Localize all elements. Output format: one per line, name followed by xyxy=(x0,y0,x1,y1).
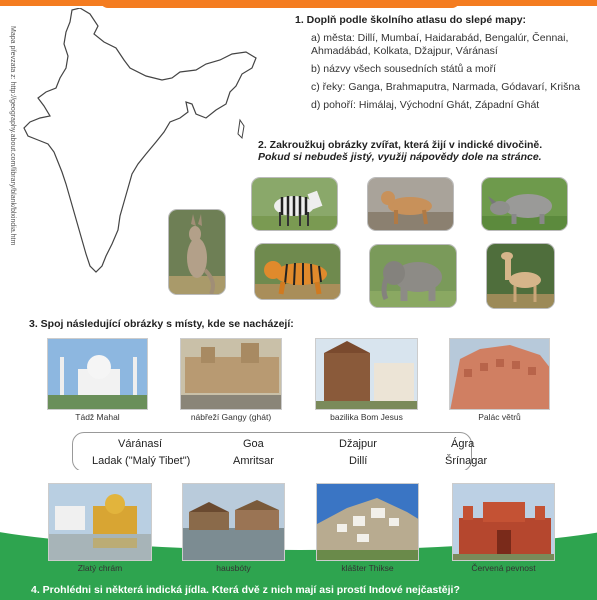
map-credit-container xyxy=(6,26,16,276)
place-card-red-fort[interactable] xyxy=(452,483,555,573)
place-name-amritsar[interactable]: Amritsar xyxy=(233,455,274,467)
elephant-photo[interactable] xyxy=(369,244,457,308)
task1-title: 1. Doplň podle školního atlasu do slepé mapy: xyxy=(295,14,527,26)
place-card-taj-mahal[interactable] xyxy=(47,338,148,422)
hawa-mahal-image xyxy=(450,339,550,410)
houseboats-image xyxy=(183,484,285,561)
map-credit-text: Mapa převzata z: http://geography.about.com/library/blank/blxindia.htm xyxy=(9,26,16,246)
place-caption-hawa-mahal: Palác větrů xyxy=(478,412,521,422)
place-name-srinagar[interactable]: Šrínagar xyxy=(445,455,488,467)
place-card-bom-jesus[interactable] xyxy=(315,338,418,422)
orange-header-tab xyxy=(100,0,460,8)
place-name-varanasi[interactable]: Váránasí xyxy=(118,438,163,450)
rhinoceros-photo[interactable] xyxy=(481,177,568,231)
task2-subtitle: Pokud si nebudeš jistý, využij nápovědy dole na stránce. xyxy=(258,151,542,163)
place-caption-houseboats: hausbóty xyxy=(216,563,251,573)
kangaroo-photo[interactable] xyxy=(168,209,226,295)
task1-list xyxy=(295,32,590,112)
golden-temple-image xyxy=(49,484,152,561)
place-caption-ganges-ghat: nábřeží Gangy (ghát) xyxy=(190,412,272,422)
thikse-monastery-image xyxy=(317,484,419,561)
ganges-ghat-photo xyxy=(180,338,282,410)
elephant-image xyxy=(370,245,457,308)
place-name-agra[interactable]: Ágra xyxy=(451,438,475,450)
llama-image xyxy=(487,244,555,309)
place-card-golden-temple[interactable] xyxy=(48,483,152,573)
task3-title: 3. Spoj následující obrázky s místy, kde se nacházejí: xyxy=(29,318,294,330)
place-caption-red-fort: Červená pevnost xyxy=(471,563,536,573)
rhinoceros-image xyxy=(482,178,568,231)
place-caption-taj-mahal: Tádž Mahal xyxy=(75,412,120,422)
hawa-mahal-photo xyxy=(449,338,550,410)
place-caption-thikse-monastery: klášter Thikse xyxy=(341,563,394,573)
place-card-houseboats[interactable] xyxy=(182,483,285,573)
place-name-goa[interactable]: Goa xyxy=(243,438,264,450)
place-caption-golden-temple: Zlatý chrám xyxy=(77,563,123,573)
taj-mahal-photo xyxy=(47,338,148,410)
tiger-image xyxy=(255,244,341,300)
place-card-hawa-mahal[interactable] xyxy=(449,338,550,422)
llama-photo[interactable] xyxy=(486,243,555,309)
houseboats-photo xyxy=(182,483,285,561)
task1-section xyxy=(295,14,590,117)
thikse-monastery-photo xyxy=(316,483,419,561)
tiger-photo[interactable] xyxy=(254,243,341,300)
golden-temple-photo xyxy=(48,483,152,561)
bom-jesus-image xyxy=(316,339,418,410)
task2-title: 2. Zakroužkuj obrázky zvířat, která žijí v indické divočině. xyxy=(258,139,543,151)
red-fort-image xyxy=(453,484,555,561)
task1-item-mountains: d) pohoří: Himálaj, Východní Ghát, Západní Ghát xyxy=(311,99,540,111)
zebra-photo[interactable] xyxy=(251,177,338,231)
ganges-ghat-image xyxy=(181,339,282,410)
place-name-ladakh[interactable]: Ladak ("Malý Tibet") xyxy=(92,455,191,467)
place-card-thikse-monastery[interactable] xyxy=(316,483,419,573)
cougar-photo[interactable] xyxy=(367,177,454,231)
task1-item-rivers: c) řeky: Ganga, Brahmaputra, Narmada, Gódavarí, Krišna xyxy=(311,81,581,93)
place-name-jaipur[interactable]: Džajpur xyxy=(339,438,377,450)
zebra-image xyxy=(252,178,338,231)
place-name-delhi[interactable]: Dillí xyxy=(349,455,368,467)
taj-mahal-image xyxy=(48,339,148,410)
task1-item-neighbors: b) názvy všech sousedních států a moří xyxy=(311,63,497,75)
place-names-box xyxy=(72,432,488,472)
island-outline xyxy=(238,120,244,138)
task2-section xyxy=(258,139,593,163)
red-fort-photo xyxy=(452,483,555,561)
place-card-ganges-ghat[interactable] xyxy=(180,338,282,422)
cougar-image xyxy=(368,178,454,231)
bom-jesus-photo xyxy=(315,338,418,410)
place-caption-bom-jesus: bazilika Bom Jesus xyxy=(330,412,403,422)
task1-item-cities: a) města: Dillí, Mumbaí, Haidarabád, Bengalúr, Čennai, Ahmadábád, Kolkata, Džajpur, Váránasí xyxy=(311,32,569,57)
kangaroo-image xyxy=(169,210,226,295)
task4-title: 4. Prohlédni si některá indická jídla. Která dvě z nich mají asi prostí Indové nejčastěji? xyxy=(31,584,460,596)
